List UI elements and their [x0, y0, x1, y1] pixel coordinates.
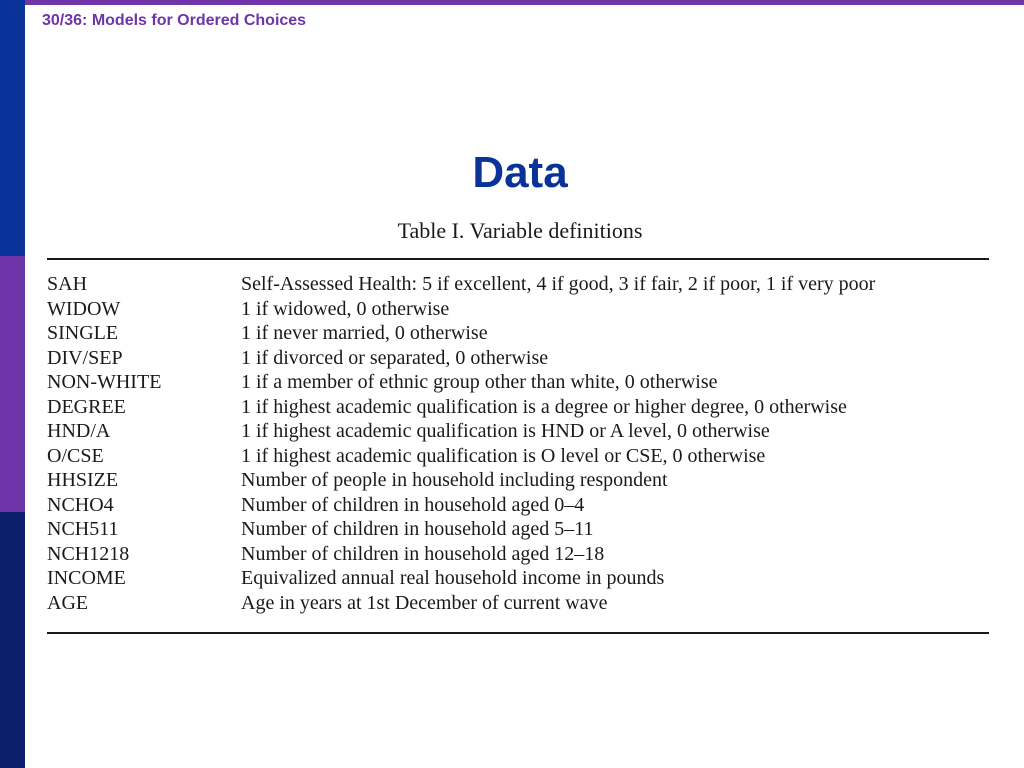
left-bar-purple-segment: [0, 256, 25, 512]
left-bar-navy-segment: [0, 512, 25, 768]
table-row: [47, 591, 989, 616]
left-bar-blue-segment: [0, 0, 25, 256]
variable-name: SAH: [47, 273, 88, 295]
variable-name: NON-WHITE: [47, 371, 162, 393]
variable-name: NCHO4: [47, 493, 114, 516]
table-row: [47, 493, 989, 518]
left-accent-bar: [0, 0, 25, 768]
variable-definition: 1 if highest academic qualification is O level or CSE, 0 otherwise: [241, 444, 766, 467]
table-row: [47, 468, 989, 493]
table-row: [47, 370, 989, 395]
variable-definition: 1 if never married, 0 otherwise: [241, 322, 488, 344]
table-row: [47, 419, 989, 444]
table-row: [47, 444, 989, 469]
variable-definition: 1 if a member of ethnic group other than white, 0 otherwise: [241, 371, 718, 393]
variable-definition: 1 if divorced or separated, 0 otherwise: [241, 346, 549, 369]
variable-definition: Age in years at 1st December of current wave: [241, 591, 608, 614]
variable-definition: 1 if highest academic qualification is a degree or higher degree, 0 otherwise: [241, 395, 847, 418]
variable-definition: Equivalized annual real household income in pounds: [241, 567, 665, 589]
table-row: [47, 321, 989, 346]
variable-definitions-table: [47, 272, 989, 615]
variable-name: HND/A: [47, 420, 111, 442]
variable-definition: Number of children in household aged 0–4: [241, 493, 585, 516]
variable-definition: Self-Assessed Health: 5 if excellent, 4 if good, 3 if fair, 2 if poor, 1 if very poor: [241, 273, 876, 295]
variable-definition: Number of children in household aged 5–11: [241, 518, 594, 540]
variable-name: O/CSE: [47, 444, 104, 467]
table-row: [47, 542, 989, 567]
variable-name: AGE: [47, 591, 89, 614]
variable-name: NCH1218: [47, 542, 130, 565]
variable-name: SINGLE: [47, 322, 119, 344]
variable-name: NCH511: [47, 518, 119, 540]
table-row: [47, 272, 989, 297]
page-title: Data: [472, 148, 568, 197]
variable-name: WIDOW: [47, 297, 121, 320]
variable-name: HHSIZE: [47, 469, 119, 491]
variable-definition: Number of children in household aged 12–18: [241, 542, 605, 565]
table-row: [47, 395, 989, 420]
variable-name: DEGREE: [47, 395, 126, 418]
table-row: [47, 517, 989, 542]
table-row: [47, 297, 989, 322]
table-row: [47, 346, 989, 371]
variable-name: INCOME: [47, 567, 126, 589]
table-caption: Table I. Variable definitions: [397, 218, 643, 243]
slide-header: 30/36: Models for Ordered Choices: [42, 12, 307, 29]
variable-definition: 1 if widowed, 0 otherwise: [241, 297, 450, 320]
variable-definition: 1 if highest academic qualification is HND or A level, 0 otherwise: [241, 420, 770, 442]
variable-name: DIV/SEP: [47, 346, 123, 369]
table-row: [47, 566, 989, 591]
top-accent-bar: [0, 0, 1024, 5]
table-bottom-rule: [47, 632, 989, 634]
variable-definition: Number of people in household including respondent: [241, 469, 668, 491]
table-top-rule: [47, 258, 989, 260]
